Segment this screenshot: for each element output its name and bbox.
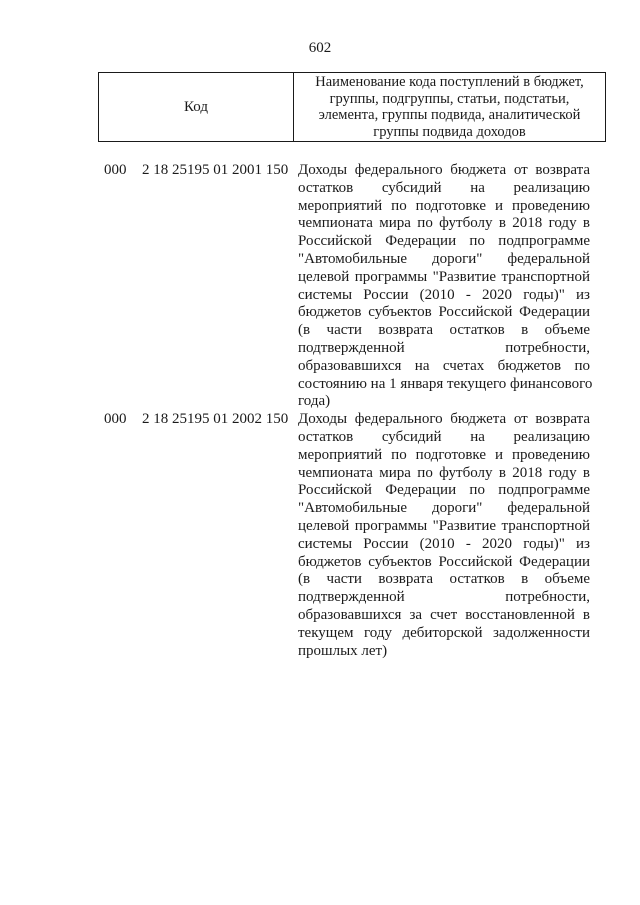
description-line: подтвержденной потребности,: [298, 339, 590, 356]
description-line: прошлых лет): [298, 642, 388, 659]
description-line: чемпионата мира по футболу в 2018 году в: [298, 464, 590, 481]
description-line: целевой программы "Развитие транспортной: [298, 517, 590, 534]
description-line: текущем году дебиторской задолженности: [298, 624, 590, 641]
description-line: системы России (2010 - 2020 годы)" из: [298, 535, 590, 552]
description-line: остатков субсидий на реализацию: [298, 179, 590, 196]
description-line: (в части возврата остатков в объеме: [298, 322, 590, 339]
description-line: (в части возврата остатков в объеме: [298, 571, 590, 588]
description-line: образовавшихся на счетах бюджетов по: [298, 357, 590, 374]
description-line: чемпионата мира по футболу в 2018 году в: [298, 215, 590, 232]
row-description: [298, 411, 590, 660]
description-line: образовавшихся за счет восстановленной в: [298, 606, 590, 623]
description-line: бюджетов субъектов Российской Федерации: [298, 304, 590, 321]
description-line: мероприятий по подготовке и проведению: [298, 197, 590, 214]
row-admin-code: 000: [104, 162, 127, 178]
description-line: системы России (2010 - 2020 годы)" из: [298, 286, 590, 303]
description-line: Российской Федерации по подпрограмме: [298, 233, 590, 250]
header-name-column: Наименование кода поступлений в бюджет, группы, подгруппы, статьи, подстатьи, элемента, группы подвида, аналитической группы подвида доходов: [315, 74, 584, 140]
description-line: "Автомобильные дороги" федеральной: [298, 250, 590, 267]
table-row: [0, 162, 640, 411]
description-line: Доходы федерального бюджета от возврата: [298, 411, 590, 428]
description-line: Российской Федерации по подпрограмме: [298, 482, 590, 499]
table-header: [98, 72, 606, 142]
description-line: года): [298, 393, 331, 410]
row-revenue-code: 2 18 25195 01 2002 150: [142, 411, 289, 428]
description-line: Доходы федерального бюджета от возврата: [298, 162, 590, 178]
description-line: остатков субсидий на реализацию: [298, 428, 590, 445]
page-number: 602: [308, 40, 332, 56]
row-admin-code: 000: [104, 411, 127, 428]
table-row: [0, 411, 640, 660]
description-line: состоянию на 1 января текущего финансового: [298, 375, 593, 392]
description-line: "Автомобильные дороги" федеральной: [298, 500, 590, 517]
description-line: подтвержденной потребности,: [298, 589, 590, 606]
revenue-code-list: [0, 162, 640, 660]
description-line: целевой программы "Развитие транспортной: [298, 268, 590, 285]
header-code-column: Код: [99, 73, 294, 141]
description-line: мероприятий по подготовке и проведению: [298, 446, 590, 463]
row-description: [298, 162, 593, 411]
row-revenue-code: 2 18 25195 01 2001 150: [142, 162, 289, 178]
description-line: бюджетов субъектов Российской Федерации: [298, 553, 590, 570]
